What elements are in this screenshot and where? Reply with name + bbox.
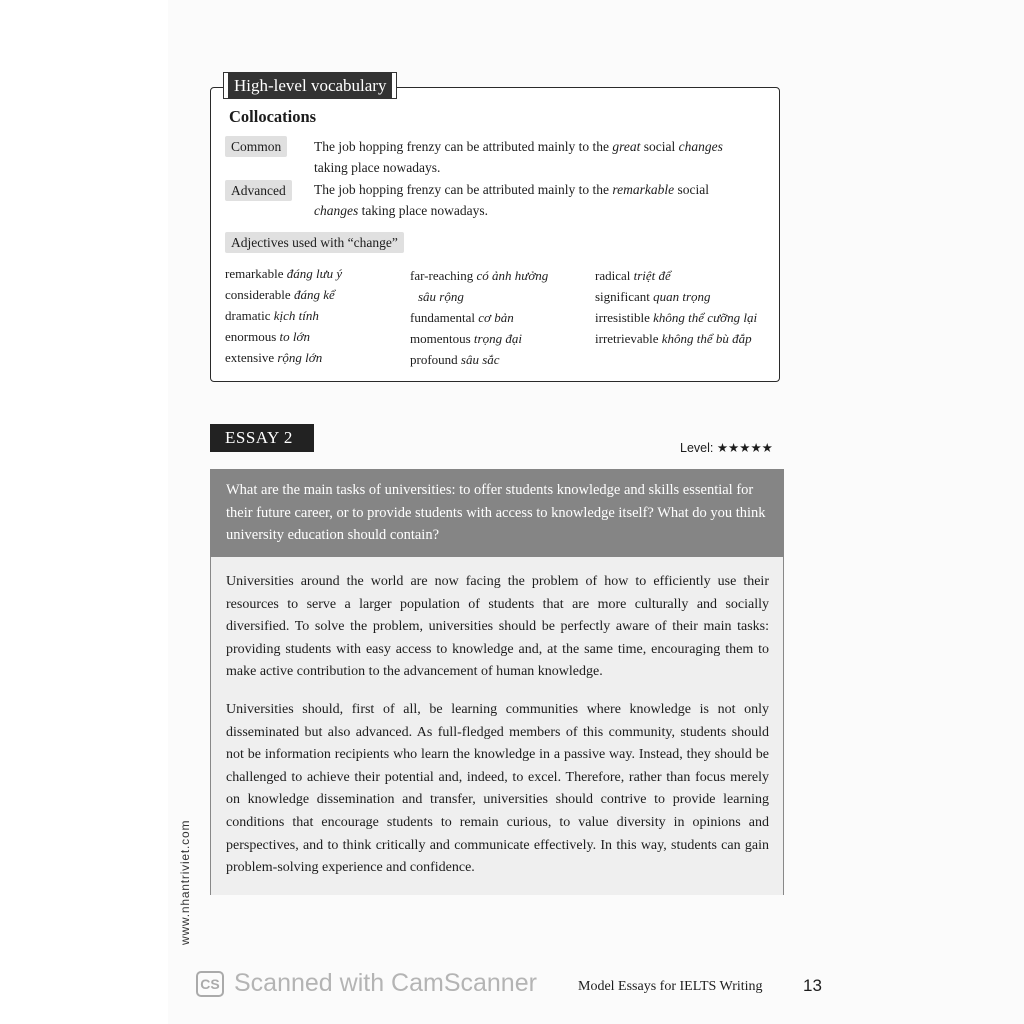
- adjective-item: extensive rộng lớn: [225, 350, 323, 365]
- adjective-item: sâu rộng: [418, 289, 464, 304]
- adjective-item: fundamental cơ bản: [410, 310, 514, 325]
- common-sentence: The job hopping frenzy can be attributed mainly to the great social changes taking place nowadays.: [314, 139, 723, 175]
- essay-paragraph: Universities around the world are now facing the problem of how to efficiently use their resources to serve a larger population of students that are more culturally and socially diversified. To solve the problem, universities should be perfectly aware of their main tasks: providing students with easy access to knowledge and, at the same time, encouraging them to make active contribution to the advancement of human knowledge.: [226, 574, 769, 680]
- adjective-item: significant quan trọng: [595, 289, 711, 304]
- adjective-item: far-reaching có ảnh hưởng: [410, 268, 549, 283]
- essay-question: What are the main tasks of universities: to offer students knowledge and skills essential for their future career, or to provide students with access to knowledge itself? What do you think university education should contain?: [210, 469, 784, 557]
- adjective-item: profound sâu sắc: [410, 352, 500, 367]
- vocabulary-title: High-level vocabulary: [224, 73, 396, 98]
- adjectives-column-3: [595, 265, 757, 349]
- side-url: www.nhantriviet.com: [178, 819, 192, 945]
- page-number: 13: [803, 976, 822, 995]
- adjective-item: radical triệt để: [595, 268, 671, 283]
- collocations-heading: Collocations: [229, 107, 317, 126]
- difficulty-level: Level: ★★★★★: [680, 441, 773, 455]
- adjectives-column-2: [410, 265, 548, 370]
- adjective-item: irretrievable không thể bù đắp: [595, 331, 752, 346]
- essay-paragraph: Universities should, first of all, be learning communities where knowledge is not only disseminated but also advanced. As full-fledged members of this community, students should not be information recipients who learn the knowledge in a passive way. Instead, they should be challenged to achieve their potential and, indeed, to excel. Therefore, rather than focus merely on knowledge dissemination and transfer, universities should contrive to provide learning conditions that encourage students to remain curious, to value diversity in opinions and perspectives, and to think critically and communicate effectively. In this way, students can gain problem-solving experience and confidence.: [226, 701, 769, 876]
- book-title: Model Essays for IELTS Writing: [578, 979, 763, 994]
- adjective-item: irresistible không thể cưỡng lại: [595, 310, 758, 325]
- camscanner-logo-icon: CS: [196, 971, 224, 997]
- essay-label: ESSAY 2: [210, 424, 314, 452]
- adjective-item: momentous trọng đại: [410, 331, 522, 346]
- advanced-tag: Advanced: [225, 180, 292, 201]
- adjective-item: enormous to lớn: [225, 329, 310, 344]
- adjective-item: dramatic kịch tính: [225, 308, 319, 323]
- adjectives-column-1: [225, 263, 342, 368]
- common-tag: Common: [225, 136, 287, 157]
- adjective-item: considerable đáng kể: [225, 287, 335, 302]
- adjectives-tag: Adjectives used with “change”: [225, 232, 404, 253]
- adjective-item: remarkable đáng lưu ý: [225, 266, 343, 281]
- essay-answer: [210, 557, 784, 895]
- advanced-sentence: The job hopping frenzy can be attributed mainly to the remarkable social changes taking place nowadays.: [314, 182, 710, 218]
- camscanner-watermark: Scanned with CamScanner: [234, 969, 537, 997]
